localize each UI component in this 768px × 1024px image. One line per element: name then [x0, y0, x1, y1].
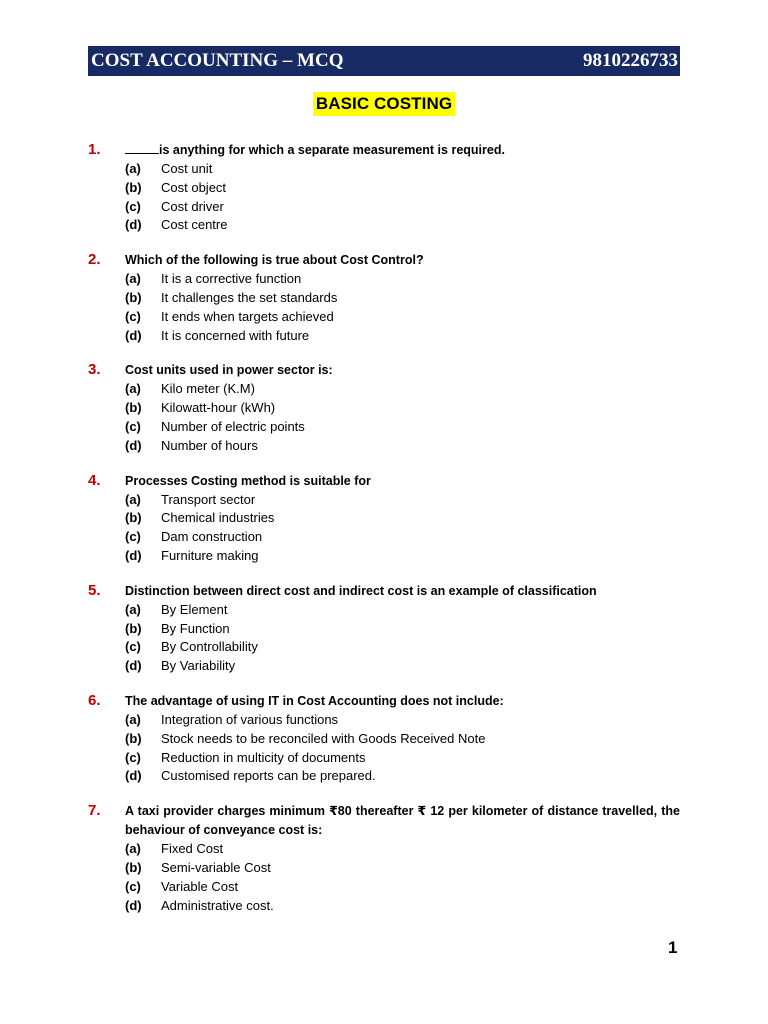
question-text: A taxi provider charges minimum ₹80 thereafter ₹ 12 per kilometer of distance travelled, the behaviour of conveyance cost is:: [125, 804, 680, 838]
question-3: [88, 361, 680, 455]
page-number: 1: [668, 938, 678, 957]
question-2: [88, 251, 680, 345]
option-b: (b) It challenges the set standards: [125, 289, 338, 305]
question-1: [88, 141, 680, 235]
option-a: (a) Transport sector: [125, 491, 256, 507]
option-d: (d) By Variability: [125, 658, 236, 674]
option-b: (b) Semi-variable Cost: [125, 859, 271, 875]
question-text: The advantage of using IT in Cost Accounting does not include:: [125, 693, 504, 708]
option-a: (a) It is a corrective function: [125, 271, 302, 287]
question-number: 7.: [88, 802, 101, 820]
options: [125, 160, 680, 235]
option-b: (b) Chemical industries: [125, 510, 275, 526]
options: [125, 601, 680, 676]
option-a: (a) Fixed Cost: [125, 841, 224, 857]
option-c: (c) It ends when targets achieved: [125, 308, 334, 324]
question-number: 3.: [88, 361, 101, 379]
question-number: 6.: [88, 691, 101, 709]
option-a: (a) Kilo meter (K.M): [125, 381, 255, 397]
question-text: is anything for which a separate measurement is required.: [125, 141, 680, 160]
question-number: 5.: [88, 581, 101, 599]
question-number: 1.: [88, 141, 101, 158]
option-d: (d) Number of hours: [125, 437, 258, 453]
question-text: Distinction between direct cost and indirect cost is an example of classification: [125, 583, 597, 598]
answer-blank: [125, 142, 159, 154]
option-d: (d) It is concerned with future: [125, 327, 310, 343]
options: [125, 270, 680, 345]
option-c: (c) Variable Cost: [125, 878, 239, 894]
header-phone: 9810226733: [583, 50, 678, 71]
option-b: (b) By Function: [125, 620, 230, 636]
option-d: (d) Furniture making: [125, 547, 259, 563]
question-text: Which of the following is true about Cost Control?: [125, 253, 424, 268]
question-text: Processes Costing method is suitable for: [125, 473, 371, 488]
question-list: [88, 141, 680, 931]
option-c: (c) Number of electric points: [125, 418, 305, 434]
header-bar: [88, 46, 680, 76]
question-4: [88, 472, 680, 566]
options: [125, 711, 680, 786]
option-c: (c) By Controllability: [125, 639, 258, 655]
question-7: [88, 802, 680, 915]
question-number: 2.: [88, 251, 101, 269]
section-heading: BASIC COSTING: [313, 92, 455, 116]
option-c: (c) Reduction in multicity of documents: [125, 749, 366, 765]
option-b: (b) Kilowatt-hour (kWh): [125, 400, 276, 416]
option-d: (d) Cost centre: [125, 217, 228, 233]
question-number: 4.: [88, 471, 101, 489]
option-d: (d) Customised reports can be prepared.: [125, 768, 376, 784]
header-title: COST ACCOUNTING – MCQ: [91, 50, 344, 71]
option-b: (b) Stock needs to be reconciled with Goods Received Note: [125, 730, 486, 746]
option-d: (d) Administrative cost.: [125, 897, 274, 913]
options: [125, 380, 680, 455]
question-5: [88, 582, 680, 676]
options: [125, 491, 680, 566]
option-a: (a) Integration of various functions: [125, 711, 339, 727]
heading-wrap: [0, 92, 768, 116]
option-c: (c) Dam construction: [125, 529, 263, 545]
option-a: (a) Cost unit: [125, 161, 213, 176]
options: [125, 840, 680, 915]
question-text: Cost units used in power sector is:: [125, 363, 333, 378]
option-a: (a) By Element: [125, 601, 228, 617]
question-6: [88, 692, 680, 786]
option-b: (b) Cost object: [125, 179, 227, 195]
option-c: (c) Cost driver: [125, 198, 224, 214]
